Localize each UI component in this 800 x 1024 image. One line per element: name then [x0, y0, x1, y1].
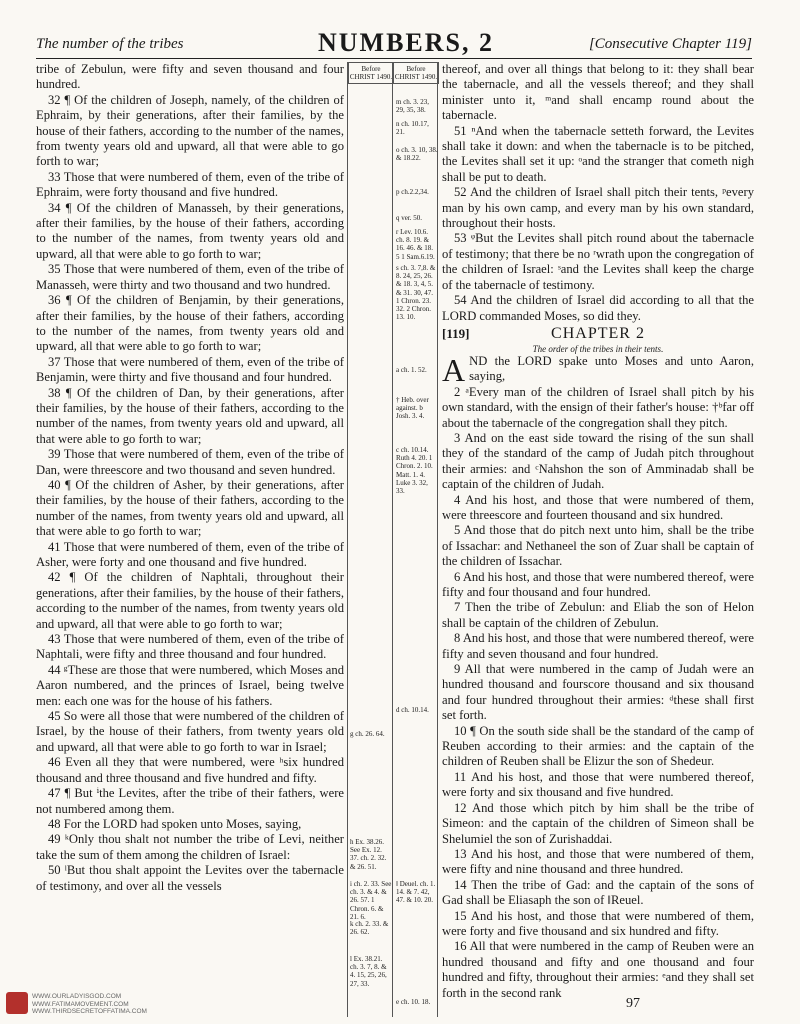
verse	[442, 351, 754, 388]
date-header-right: Before CHRIST 1490.	[393, 62, 439, 84]
margin-ref: h Ex. 38.26. See Ex. 12. 37. ch. 2. 32. & 26. 51.	[350, 838, 387, 871]
verse: 42 ¶ Of the children of Naphtali, throughout their generations, after their families, by the house of their fathers, according to the number of the names, from twenty years old and upward, all that were able to go forth to war;	[36, 570, 344, 631]
verse: 12 And those which pitch by him shall be the tribe of Simeon: and the captain of the children of Simeon shall be Shelumiel the son of Zurishaddai.	[442, 800, 754, 846]
watermark-url[interactable]: WWW.FATIMAMOVEMENT.COM	[32, 1000, 129, 1008]
verse: 51 ⁿAnd when the tabernacle setteth forward, the Levites shall take it down: and when the tabernacle is to be pitched, the Levites shall set it up: ᵒand the stranger that cometh nigh shall be put to death.	[442, 123, 754, 184]
margin-ref: c ch. 10.14. Ruth 4. 20. 1 Chron. 2. 10. Matt. 1. 4. Luke 3. 32, 33.	[396, 446, 433, 496]
chapter-summary: The order of the tribes in their tents.	[532, 343, 664, 354]
verse: 49 ᵏOnly thou shalt not number the tribe of Levi, neither take the sum of them among the children of Israel:	[36, 832, 344, 862]
header-rule	[36, 58, 752, 59]
margin-ref: l Ex. 38.21. ch. 3. 7, 8. & 4. 15, 25, 26, 27, 33.	[350, 955, 387, 988]
verse: tribe of Zebulun, were fifty and seven thousand and four hundred.	[36, 62, 344, 92]
running-header	[36, 30, 752, 60]
column-rule	[437, 62, 438, 1017]
margin-ref: q ver. 50.	[396, 214, 423, 222]
verse: 9 All that were numbered in the camp of Judah were an hundred thousand and fourscore thousand and six thousand and four hundred throughout their armies: ᵈthese shall first set forth.	[442, 662, 754, 723]
verse: 2 ᵃEvery man of the children of Israel shall pitch by his own standard, with the ensign of their father's house: †ᵇfar off about the tabernacle of the congregation shall they pitch.	[442, 384, 754, 430]
verse: 44 ᵍThese are those that were numbered, which Moses and Aaron numbered, and the princes of Israel, being twelve men: each one was for the house of his fathers.	[36, 662, 344, 708]
watermark-text	[32, 993, 147, 1016]
verse: 43 Those that were numbered of them, even of the tribe of Naphtali, were fifty and three thousand and four hundred.	[36, 632, 344, 662]
verse: 52 And the children of Israel shall pitch their tents, ᵖevery man by his own camp, and every man by his own standard, throughout their hosts.	[442, 185, 754, 231]
verse: 32 ¶ Of the children of Joseph, namely, of the children of Ephraim, by their generations, after their families, by the house of their fathers, according to the number of the names, from twenty years old and upward, all that were able to go forth to war;	[36, 92, 344, 169]
margin-ref: m ch. 3. 23, 29, 35, 38.	[396, 98, 430, 115]
verse: 53 ᵠBut the Levites shall pitch round about the tabernacle of testimony; that there be no ʳwrath upon the congregation of the children of Israel: ˢand the Levites shall keep the charge of the tabernacle of testimony.	[442, 231, 754, 292]
verse-text: ND the LORD spake unto Moses and unto Aaron, saying,	[469, 353, 754, 384]
verse: thereof, and over all things that belong to it: they shall bear the tabernacle, and all the vessels thereof; and they shall minister unto it, ᵐand shall encamp round about the tabernacle.	[442, 62, 754, 123]
verse: 15 And his host, and those that were numbered of them, were forty and five thousand and six hundred and fifty.	[442, 908, 754, 938]
verse: 3 And on the east side toward the rising of the sun shall they of the standard of the camp of Judah pitch throughout their armies: and ᶜNahshon the son of Amminadab shall be captain of the children of Judah.	[442, 430, 754, 492]
margin-ref: p ch.2.2,34.	[396, 188, 429, 196]
margin-ref: i ch. 2. 33. See ch. 3. & 4. & 26. 57. 1 Chron. 6. & 21. 6.	[350, 880, 392, 921]
verse: 13 And his host, and those that were numbered of them, were fifty and nine thousand and three hundred.	[442, 846, 754, 877]
margin-ref: ‖ Deuel. ch. 1. 14. & 7. 42, 47. & 10. 20.	[396, 880, 436, 905]
margin-ref: n ch. 10.17, 21.	[396, 120, 429, 137]
text-column-right	[442, 62, 754, 1001]
margin-ref: k ch. 2. 33. & 26. 62.	[350, 920, 389, 937]
margin-ref: s ch. 3. 7,8. & 8. 24, 25, 26. & 18. 3, 4, 5. & 31. 30, 47. 1 Chron. 23. 32. 2 Chron. 13. 10.	[396, 264, 436, 322]
text-column-left	[36, 62, 344, 894]
verse: 50 ˡBut thou shalt appoint the Levites over the tabernacle of testimony, and over all the vessels	[36, 863, 344, 893]
date-header-left: Before CHRIST 1490.	[348, 62, 394, 84]
chapter-title: CHAPTER 2	[551, 324, 645, 342]
watermark-url[interactable]: WWW.OURLADYISGOD.COM	[32, 993, 122, 1000]
verse: 14 Then the tribe of Gad: and the captain of the sons of Gad shall be Eliasaph the son of ‖Reuel.	[442, 877, 754, 908]
column-rule	[392, 62, 393, 1017]
verse: 54 And the children of Israel did according to all that the LORD commanded Moses, so did they.	[442, 293, 754, 323]
margin-ref: d ch. 10.14.	[396, 706, 429, 714]
verse: 39 Those that were numbered of them, even of the tribe of Dan, were threescore and two thousand and seven hundred.	[36, 447, 344, 477]
column-rule	[347, 62, 348, 1017]
verse: 35 Those that were numbered of them, even of the tribe of Manasseh, were thirty and two thousand and two hundred.	[36, 262, 344, 292]
margin-ref: o ch. 3. 10, 38. & 18.22.	[396, 146, 438, 163]
verse: 10 ¶ On the south side shall be the standard of the camp of Reuben according to their armies: and the captain of the children of Reuben shall be Elizur the son of Shedeur.	[442, 723, 754, 769]
verse: 11 And his host, and those that were numbered thereof, were forty and six thousand and five hundred.	[442, 769, 754, 800]
verse: 33 Those that were numbered of them, even of the tribe of Ephraim, were forty thousand and five hundred.	[36, 169, 344, 200]
consecutive-chapter-label: [Consecutive Chapter 119]	[588, 36, 752, 52]
verse: 40 ¶ Of the children of Asher, by their generations, after their families, by the house of their fathers, according to the number of the names, from twenty years old and upward, all that were able to go forth to war;	[36, 477, 344, 539]
watermark-logo	[6, 992, 28, 1014]
margin-ref: r Lev. 10.6. ch. 8. 19. & 16. 46. & 18. 5 1 Sam.6.19.	[396, 228, 435, 261]
verse: 34 ¶ Of the children of Manasseh, by their generations, after their families, by the house of their fathers, according to the number of the names, from twenty years old and upward, all that were able to go forth to war;	[36, 200, 344, 261]
drop-cap: A	[442, 351, 466, 388]
verse: 4 And his host, and those that were numbered of them, were threescore and fourteen thousand and six hundred.	[442, 492, 754, 522]
margin-ref: g ch. 26. 64.	[350, 730, 385, 738]
verse: 38 ¶ Of the children of Dan, by their generations, after their families, by the house of their fathers, according to the number of the names, from twenty years old and upward, all that were able to go forth to war;	[36, 385, 344, 446]
margin-ref: a ch. 1. 52.	[396, 366, 427, 374]
verse: 5 And those that do pitch next unto him, shall be the tribe of Issachar: and Nethaneel the son of Zuar shall be captain of the children of Issachar.	[442, 523, 754, 569]
margin-ref: e ch. 10. 18.	[396, 998, 431, 1006]
verse: 47 ¶ But ⁱthe Levites, after the tribe of their fathers, were not numbered among them.	[36, 786, 344, 816]
margin-ref: † Heb. over against. b Josh. 3. 4.	[396, 396, 429, 421]
book-chapter-title: NUMBERS, 2	[318, 28, 495, 57]
chapter-number: [119]	[442, 325, 470, 341]
verse: 41 Those that were numbered of them, even of the tribe of Asher, were forty and one thousand and five hundred.	[36, 539, 344, 569]
verse: 8 And his host, and those that were numbered thereof, were fifty and seven thousand and four hundred.	[442, 631, 754, 661]
verse: 16 All that were numbered in the camp of Reuben were an hundred thousand and fifty and one thousand and four hundred and fifty, throughout their armies: ᵉand they shall set forth in the second rank	[442, 939, 754, 1000]
verse: 6 And his host, and those that were numbered thereof, were fifty and four thousand and four hundred.	[442, 569, 754, 599]
page-number: 97	[626, 996, 640, 1011]
verse: 36 ¶ Of the children of Benjamin, by their generations, after their families, by the house of their fathers, according to the number of the names, from twenty years old and upward, all that were able to go forth to war;	[36, 293, 344, 354]
verse: 46 Even all they that were numbered, were ʰsix hundred thousand and three thousand and five hundred and fifty.	[36, 755, 344, 785]
chapter-heading	[442, 326, 754, 344]
verse: 37 Those that were numbered of them, even of the tribe of Benjamin, were thirty and five thousand and four hundred.	[36, 354, 344, 385]
verse: 45 So were all those that were numbered of the children of Israel, by the house of their fathers, from twenty years old and upward, all that were able to go forth to war in Israel;	[36, 709, 344, 754]
verse: 7 Then the tribe of Zebulun: and Eliab the son of Helon shall be captain of the children of Zebulun.	[442, 600, 754, 630]
header-left-title: The number of the tribes	[36, 36, 184, 52]
watermark-url[interactable]: WWW.THIRDSECRETOFFATIMA.COM	[32, 1008, 147, 1015]
verse: 48 For the LORD had spoken unto Moses, saying,	[48, 816, 302, 831]
